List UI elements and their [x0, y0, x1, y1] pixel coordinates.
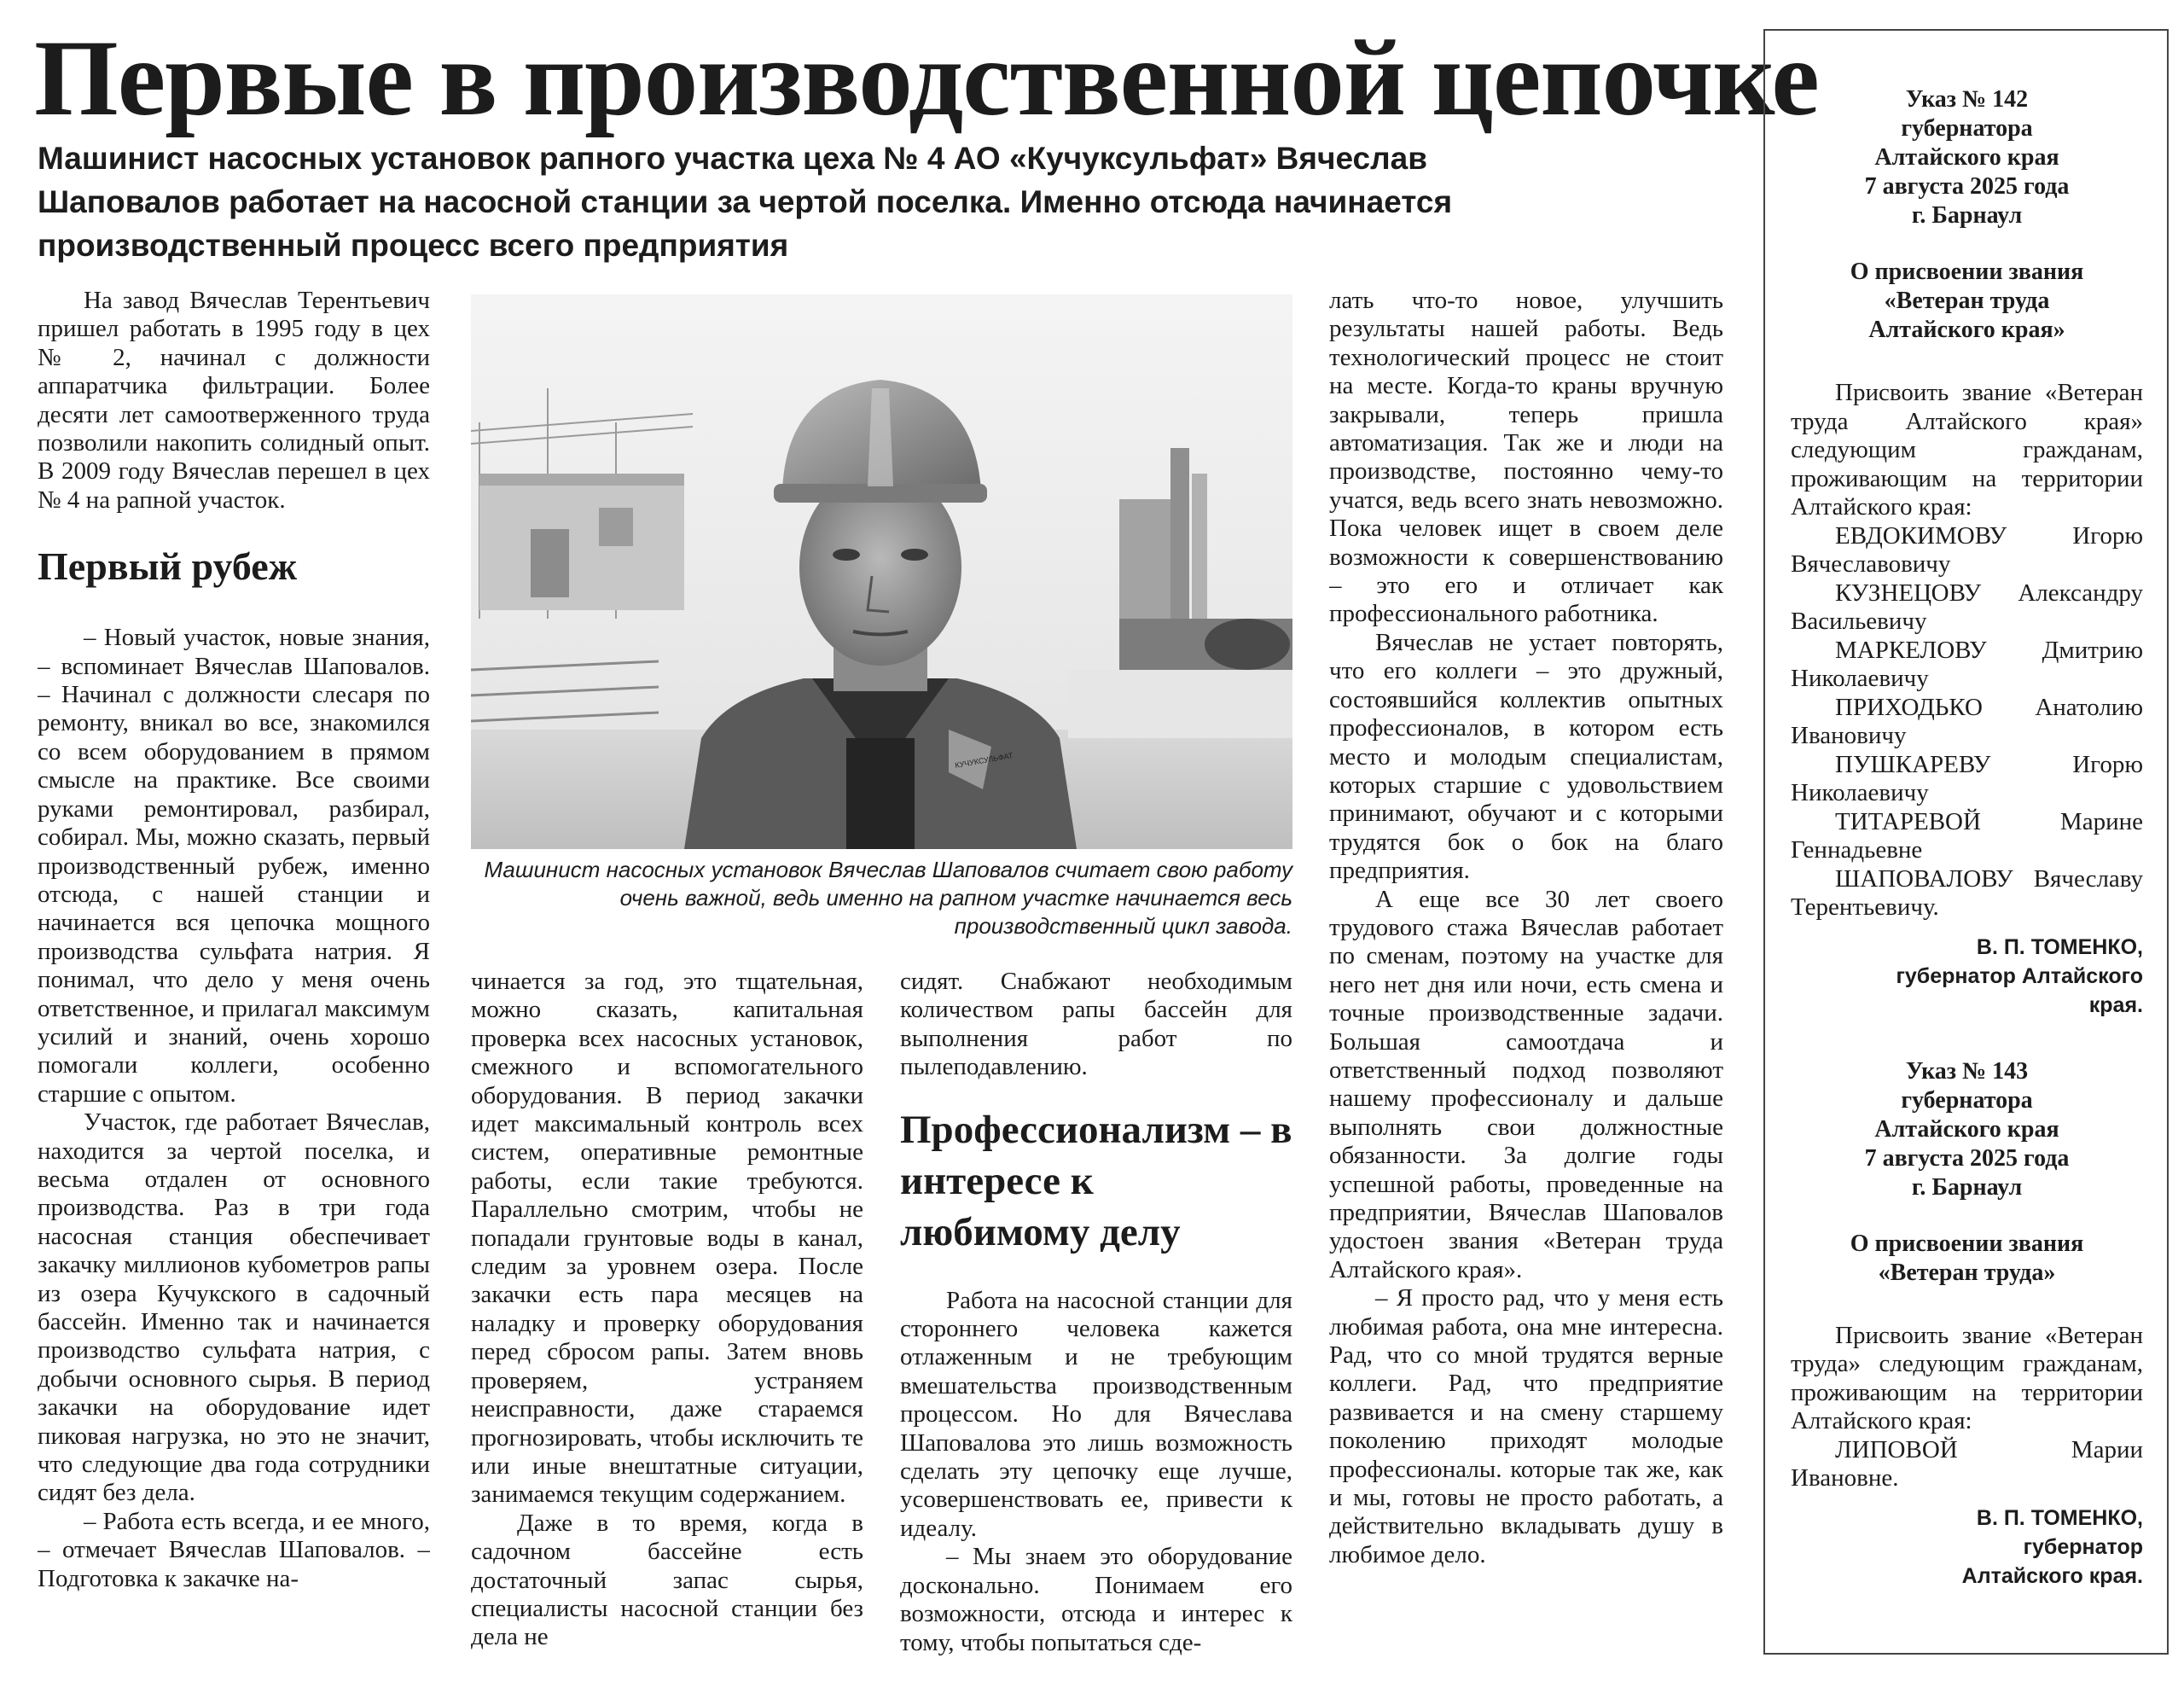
article-lead: Машинист насосных установок рапного участка цеха № 4 АО «Кучуксульфат» Вячеслав Шаповалов работает на насосной станции за чертой поселка. Именно отсюда начинается производственный процесс всего предприятия: [38, 141, 1453, 263]
decree-142-name: ЕВДОКИМОВУ Игорю Вячеславовичу: [1791, 521, 2143, 578]
article-column-1: [38, 287, 430, 1693]
photo-caption: Машинист насосных установок Вячеслав Шаповалов считает свою работу очень важной, ведь именно на рапном участке начинается весь производственный цикл завода.: [484, 857, 1292, 939]
article-paragraph: – Новый участок, новые знания, – вспоминает Вячеслав Шаповалов. – Начинал с должности слесаря по ремонту, вникал во все, знакомился со всем оборудованием в прямом смысле на практике. Все своими руками ремонтировал, разбирал, собирал. Мы, можно сказать, первый производственный рубеж, именно отсюда, с нашей станции и начинается вся цепочка мощного производства сульфата натрия. Я понимал, что дело у меня очень ответственное, и прилагал максимум усилий и знаний, очень хорошо помогали коллеги, особенно старшие с опытом.: [38, 624, 430, 1108]
article-paragraph: Даже в то время, когда в садочном бассейне есть достаточный запас сырья, специалисты насосной станции без дела не: [471, 1509, 863, 1651]
section-heading-first-frontier: Первый рубеж: [38, 544, 298, 589]
article-paragraph: Участок, где работает Вячеслав, находится за чертой поселка, и весьма отдален от основного производства. Раз в три года насосная станция обеспечивает закачку миллионов кубометров рапы из озера Кучукского в садочный бассейн. Именно так и начинается производство сульфата натрия, с добычи основного сырья. В период закачки на оборудование идет пиковая нагрузка, но это не значит, что следующие два года сотрудники сидят без дела.: [38, 1108, 430, 1507]
article-paragraph: сидят. Снабжают необходимым количеством рапы бассейн для выполнения работ по пылеподавлению.: [900, 968, 1292, 1081]
decree-142-signature: В. П. ТОМЕНКО, губернатор Алтайского края.: [1896, 934, 2143, 1017]
article-paragraph: На завод Вячеслав Терентьевич пришел работать в 1995 году в цех № 2, начинал с должности аппаратчика фильтрации. Более десяти лет самоотверженного труда позволили накопить солидный опыт. В 2009 году Вячеслав перешел в цех № 4 на рапной участок.: [38, 287, 430, 514]
decree-142-text: Присвоить звание «Ветеран труда Алтайского края» следующим гражданам, проживающим на территории Алтайского края:: [1791, 379, 2143, 521]
decree-142-name: ПУШКАРЕВУ Игорю Николаевичу: [1791, 750, 2143, 806]
decree-143-signature: В. П. ТОМЕНКО, губернатор Алтайского края.: [1961, 1505, 2143, 1588]
decrees-sidebar: [1763, 29, 2169, 1655]
article-paragraph: А еще все 30 лет своего трудового стажа Вячеслав работает по сменам, поэтому на участке для него нет дня или ночи, есть смена и точные производственные задачи. Большая самоотдача и ответственный подход позволяют нашему профессионалу и дальше выполнять свои должностные обязанности. За долгие годы успешной работы, проведенные на предприятии, Вячеслав Шаповалов удостоен звания «Ветеран труда Алтайского края».: [1329, 885, 1723, 1283]
decree-142-name: ТИТАРЕВОЙ Марине Геннадьевне: [1791, 807, 2143, 864]
article-paragraph: Работа на насосной станции для стороннего человека кажется отлаженным и не требующим вмешательства производственным процессом. Но для Вячеслава Шаповалова это лишь возможность сделать эту цепочку еще лучше, усовершенствовать ее, привести к идеалу.: [900, 1286, 1292, 1542]
decree-142-name: ПРИХОДЬКО Анатолию Ивановичу: [1791, 693, 2143, 749]
worker-photo-image: [471, 294, 1292, 849]
article-headline: Первые в производственной цепочке: [34, 19, 1819, 138]
article-paragraph: чинается за год, это тщательная, можно сказать, капитальная проверка всех насосных установок, смежного и вспомогательного оборудования. В период закачки идет максимальный контроль всех систем, оперативные ремонтные работы, если такие требуются. Параллельно смотрим, чтобы не попадали грунтовые воды в канал, следим за уровнем озера. После закачки есть пара месяцев на наладку и проверку оборудования перед сбросом рапы. Затем вновь проверяем, устраняем неисправности, даже стараемся прогнозировать, чтобы исключить те или иные внештатные ситуации, занимаемся текущим содержанием.: [471, 968, 863, 1509]
decree-142-name: ШАПОВАЛОВУ Вячеславу Терентьевичу.: [1791, 864, 2143, 921]
decree-143-text: Присвоить звание «Ветеран труда» следующим гражданам, проживающим на территории Алтайского края:: [1791, 1321, 2143, 1434]
decree-142-header: Указ № 142 губернатора Алтайского края 7 августа 2025 года г. Барнаул: [1864, 86, 2070, 229]
helmet-logo-text: КУЧУКСУЛЬФАТ: [954, 751, 1014, 770]
decree-143-header: Указ № 143 губернатора Алтайского края 7 августа 2025 года г. Барнаул: [1864, 1057, 2070, 1201]
decree-143-name: ЛИПОВОЙ Марии Ивановне.: [1791, 1435, 2143, 1492]
article-paragraph: – Мы знаем это оборудование досконально. Понимаем его возможности, отсюда и интерес к тому, чтобы попытаться сде-: [900, 1543, 1292, 1656]
section-heading-professionalism: Профессионализм – в интересе к любимому делу: [900, 1107, 1292, 1254]
article-paragraph: – Я просто рад, что у меня есть любимая работа, она мне интересна. Рад, что со мной трудятся верные коллеги. Рад, что предприятие развивается и на смену старшему поколению приходят молодые профессионалы. которые так же, как и мы, готовы не просто работать, а действительно вкладывать душу в любимое дело.: [1329, 1284, 1723, 1568]
article-paragraph: Вячеслав не устает повторять, что его коллеги – это дружный, состоявшийся коллектив опытных профессионалов, в котором есть место и молодым специалистам, которых старшие с удовольствием принимают, обучают и с которыми трудятся бок о бок на благо предприятия.: [1329, 628, 1723, 885]
decree-142-name: КУЗНЕЦОВУ Александру Васильевичу: [1791, 579, 2143, 635]
decree-143-title: О присвоении звания «Ветеран труда»: [1850, 1230, 2084, 1286]
article-column-3: [900, 968, 1292, 1693]
decree-142-name: МАРКЕЛОВУ Дмитрию Николаевичу: [1791, 636, 2143, 692]
decree-142-title: О присвоении звания «Ветеран труда Алтайского края»: [1850, 259, 2084, 343]
article-column-4: [1329, 287, 1723, 1693]
article-paragraph: – Работа есть всегда, и ее много, – отмечает Вячеслав Шаповалов. – Подготовка к закачке на-: [38, 1507, 430, 1592]
article-paragraph: лать что-то новое, улучшить результаты нашей работы. Ведь технологический процесс не стоит на месте. Когда-то краны вручную закрывали, теперь пришла автоматизация. Так же и люди на производстве, постоянно чему-то учатся, ведь всего знать невозможно. Пока человек ищет в своем деле возможности к совершенствованию – это его и отличает как профессионального работника.: [1329, 287, 1723, 628]
worker-photo: [471, 294, 1292, 849]
article-column-2: [471, 968, 863, 1693]
